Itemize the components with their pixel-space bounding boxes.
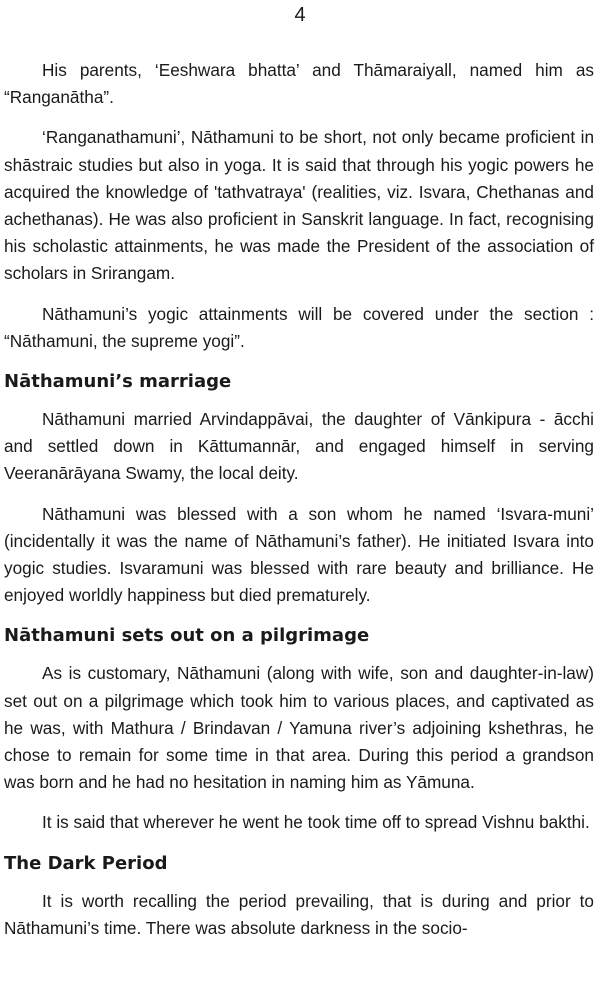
heading-marriage: Nāthamuni’s marriage xyxy=(4,371,232,393)
heading-pilgrimage: Nāthamuni sets out on a pilgrimage xyxy=(4,625,370,647)
page-number: 4 xyxy=(294,4,306,26)
paragraph-marriage: Nāthamuni married Arvindappāvai, the daughter of Vānkipura - ācchi and settled down in Kāttumannār, and engaged himself in serving Veeranārāyana Swamy, the local deity. xyxy=(4,409,594,484)
page-content xyxy=(4,57,594,942)
heading-dark-period: The Dark Period xyxy=(4,852,168,874)
paragraph-dark-period: It is worth recalling the period prevailing, that is during and prior to Nāthamuni’s time. There was absolute darkness in the socio- xyxy=(4,890,594,938)
paragraph-ranganathamuni: ‘Ranganathamuni’, Nāthamuni to be short, not only became proficient in shāstraic studies but also in yoga. It is said that through his yogic powers he acquired the knowledge of 'tathvatraya' (realities, viz. Isvara, Chethanas and achethanas). He was also proficient in Sanskrit language. In fact, recognising his scholastic attainments, he was made the President of the association of scholars in Srirangam. xyxy=(4,127,594,284)
paragraph-vishnu-bakthi: It is said that wherever he went he took time off to spread Vishnu bakthi. xyxy=(42,812,590,833)
paragraph-son: Nāthamuni was blessed with a son whom he named ‘Isvara-muni’ (incidentally it was the name of Nāthamuni’s father). He initiated Isvara into yogic studies. Isvaramuni was blessed with rare beauty and brilliance. He enjoyed worldly happiness but died prematurely. xyxy=(4,503,594,606)
paragraph-pilgrimage: As is customary, Nāthamuni (along with wife, son and daughter-in-law) set out on a pilgrimage which took him to various places, and captivated as he was, with Mathura / Brindavan / Yamuna river’s adjoining kshethras, he chose to remain for some time in that area. During this period a grandson was born and he had no hesitation in naming him as Yāmuna. xyxy=(4,663,594,793)
paragraph-yogic-attainments: Nāthamuni’s yogic attainments will be covered under the section : “Nāthamuni, the supreme yogi”. xyxy=(4,303,594,351)
paragraph-parents: His parents, ‘Eeshwara bhatta’ and Thāmaraiyall, named him as “Ranganātha”. xyxy=(4,60,594,108)
